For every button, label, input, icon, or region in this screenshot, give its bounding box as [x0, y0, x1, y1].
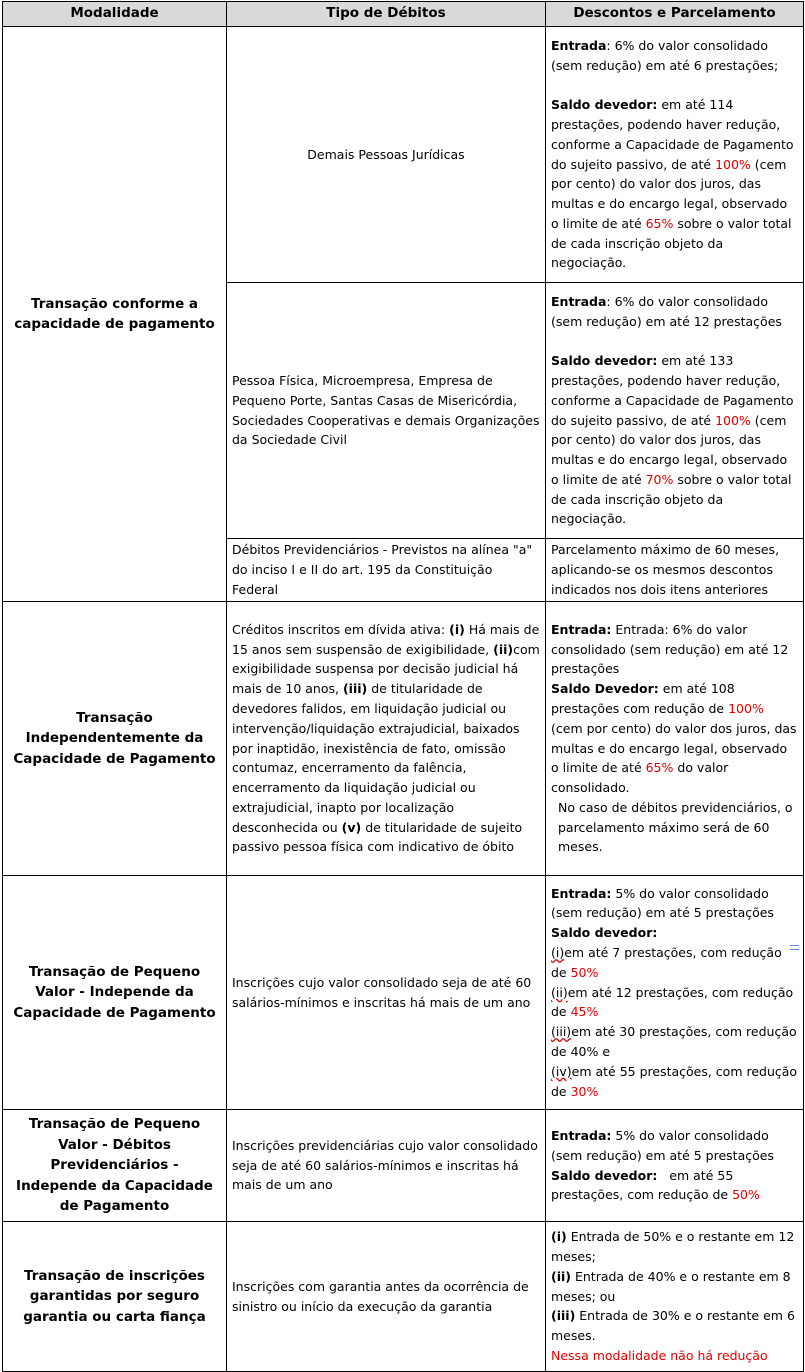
percent-value: 100%: [715, 412, 751, 428]
nota-text: No caso de débitos previdenciários, o parcelamento máximo será de 60 meses.: [558, 799, 793, 855]
item-text: Entrada de 50% e o restante em 12 meses;: [551, 1229, 795, 1264]
entrada-label: Entrada:: [551, 1127, 612, 1143]
tipo-cell: Inscrições com garantia antes da ocorrência de sinistro ou início da execução da garantia: [227, 1222, 546, 1372]
percent-value: 30%: [570, 1083, 599, 1099]
descontos-cell: [546, 27, 804, 283]
table-row: [3, 1110, 804, 1222]
header-descontos: Descontos e Parcelamento: [546, 2, 804, 27]
tipo-text: Créditos inscritos em dívida ativa:: [232, 621, 450, 637]
tipo-cell: Pessoa Física, Microempresa, Empresa de Pequeno Porte, Santas Casas de Misericórdia, Sociedades Cooperativas e demais Organizações da Sociedade Civil: [227, 283, 546, 539]
edit-marker-icon: [790, 945, 799, 950]
modalidade-cell: Transação conforme a capacidade de pagamento: [3, 27, 227, 602]
saldo-text: sobre o valor total de cada inscrição objeto da negociação.: [551, 215, 792, 271]
tipo-text: com exigibilidade suspensa por decisão judicial há mais de 10 anos,: [232, 641, 540, 697]
entrada-text: Entrada: 6% do valor consolidado (sem redução) em até 12 prestações: [551, 621, 789, 677]
roman-numeral: (v): [341, 819, 362, 835]
tipo-cell: [227, 602, 546, 876]
descontos-cell: [546, 876, 804, 1110]
saldo-text: do valor consolidado.: [551, 760, 729, 796]
header-tipo: Tipo de Débitos: [227, 2, 546, 27]
tipo-text: de titularidade de sujeito passivo pessoa física com indicativo de óbito: [232, 819, 523, 855]
item-text: em até 30 prestações, com redução de 40% e: [551, 1024, 797, 1059]
roman-numeral: (i): [551, 1229, 567, 1245]
modalidade-cell: Transação de Pequeno Valor - Independe da Capacidade de Pagamento: [3, 876, 227, 1110]
saldo-text: (cem por cento) do valor dos juros, das multas e do encargo legal, observado o limite de até: [551, 156, 788, 231]
tipo-cell: Inscrições previdenciárias cujo valor consolidado seja de até 60 salários-mínimos e inscritas há mais de um ano: [227, 1110, 546, 1222]
saldo-label: Saldo devedor:: [551, 925, 658, 941]
nota-text: Nessa modalidade não há redução: [551, 1347, 768, 1363]
descontos-cell: [546, 1222, 804, 1372]
entrada-text: 6% do valor consolidado (sem redução) em até 12 prestações: [551, 293, 782, 329]
item-text: em até 12 prestações, com redução de: [551, 984, 794, 1020]
descontos-cell: Parcelamento máximo de 60 meses, aplicando-se os mesmos descontos indicados nos dois itens anteriores: [546, 539, 804, 602]
percent-value: 50%: [732, 1187, 760, 1203]
saldo-text: em até 114 prestações, podendo haver redução, conforme a Capacidade de Pagamento do sujeito passivo, de até: [551, 97, 794, 172]
entrada-colon: :: [606, 37, 611, 53]
percent-value: 45%: [570, 1004, 599, 1020]
item-text: Entrada de 40% e o restante em 8 meses; ou: [551, 1268, 791, 1304]
saldo-label: Saldo devedor:: [551, 97, 658, 113]
header-row: [3, 2, 804, 27]
percent-value: 65%: [645, 215, 674, 231]
roman-numeral: (iv): [551, 1063, 572, 1079]
transaction-table: [2, 1, 804, 1372]
roman-numeral: (iii): [551, 1024, 572, 1040]
modalidade-cell: Transação de Pequeno Valor - Débitos Previdenciários - Independe da Capacidade de Pagamento: [3, 1110, 227, 1222]
descontos-cell: [546, 602, 804, 876]
entrada-text: 5% do valor consolidado (sem redução) em até 5 prestações: [551, 885, 774, 921]
percent-value: 100%: [715, 156, 751, 172]
roman-numeral: (iii): [551, 1308, 576, 1324]
entrada-text: 5% do valor consolidado (sem redução) em até 5 prestações: [551, 1127, 774, 1163]
tipo-cell: Débitos Previdenciários - Previstos na alínea "a" do inciso I e II do art. 195 da Constituição Federal: [227, 539, 546, 602]
item-text: em até 7 prestações, com redução de: [551, 945, 782, 980]
tipo-cell: Demais Pessoas Jurídicas: [227, 27, 546, 283]
entrada-text: 6% do valor consolidado (sem redução) em até 6 prestações;: [551, 37, 779, 73]
descontos-cell: [546, 283, 804, 539]
roman-numeral: (ii): [551, 1268, 571, 1284]
saldo-text: (cem por cento) do valor dos juros, das multas e do encargo legal, observado o limite de até: [551, 720, 797, 776]
descontos-cell: [546, 1110, 804, 1222]
saldo-label: Saldo devedor:: [551, 353, 658, 369]
saldo-text: em até 108 prestações com redução de: [551, 681, 735, 716]
entrada-label: Entrada:: [551, 885, 612, 901]
percent-value: 50%: [570, 964, 599, 980]
roman-numeral: (i): [449, 621, 465, 637]
table-row: [3, 27, 804, 283]
saldo-label: Saldo devedor:: [551, 1167, 658, 1183]
saldo-text: (cem por cento) do valor dos juros, das multas e do encargo legal, observado o limite de até: [551, 412, 788, 487]
saldo-text: em até 133 prestações, podendo haver redução, conforme a Capacidade de Pagamento do sujeito passivo, de até: [551, 353, 794, 428]
tipo-text: de titularidade de devedores falidos, em liquidação judicial ou intervenção/liquidação extrajudicial, baixados por inaptidão, inexistência de fato, omissão contumaz, encerramento da falência, encerramento da liquidação judicial ou extrajudicial, inapto por localização desconhecida ou: [232, 681, 520, 835]
saldo-text: sobre o valor total de cada inscrição objeto da negociação.: [551, 471, 792, 527]
header-modalidade: Modalidade: [3, 2, 227, 27]
percent-value: 70%: [645, 471, 674, 487]
percent-value: 65%: [645, 760, 674, 776]
item-text: Entrada de 30% e o restante em 6 meses.: [551, 1308, 795, 1344]
roman-numeral: (iii): [342, 681, 368, 697]
saldo-text: em até 55 prestações, com redução de: [551, 1167, 738, 1203]
entrada-label: Entrada: [551, 37, 607, 53]
roman-numeral: (ii): [493, 641, 514, 657]
table-row: [3, 876, 804, 1110]
tipo-cell: Inscrições cujo valor consolidado seja de até 60 salários-mínimos e inscritas há mais de um ano: [227, 876, 546, 1110]
modalidade-cell: Transação Independentemente da Capacidade de Pagamento: [3, 602, 227, 876]
entrada-label: Entrada: [551, 293, 607, 309]
table-row: [3, 1222, 804, 1372]
entrada-label: Entrada:: [551, 621, 612, 637]
item-text: em até 55 prestações, com redução de: [551, 1063, 798, 1099]
percent-value: 100%: [728, 700, 764, 716]
table-row: [3, 602, 804, 876]
modalidade-cell: Transação de inscrições garantidas por seguro garantia ou carta fiança: [3, 1222, 227, 1372]
tipo-text: Há mais de 15 anos sem suspensão de exigibilidade,: [232, 621, 540, 657]
saldo-label: Saldo Devedor:: [551, 681, 659, 697]
roman-numeral: (i): [551, 945, 565, 960]
entrada-colon: :: [606, 293, 611, 309]
roman-numeral: (ii): [551, 984, 568, 1000]
